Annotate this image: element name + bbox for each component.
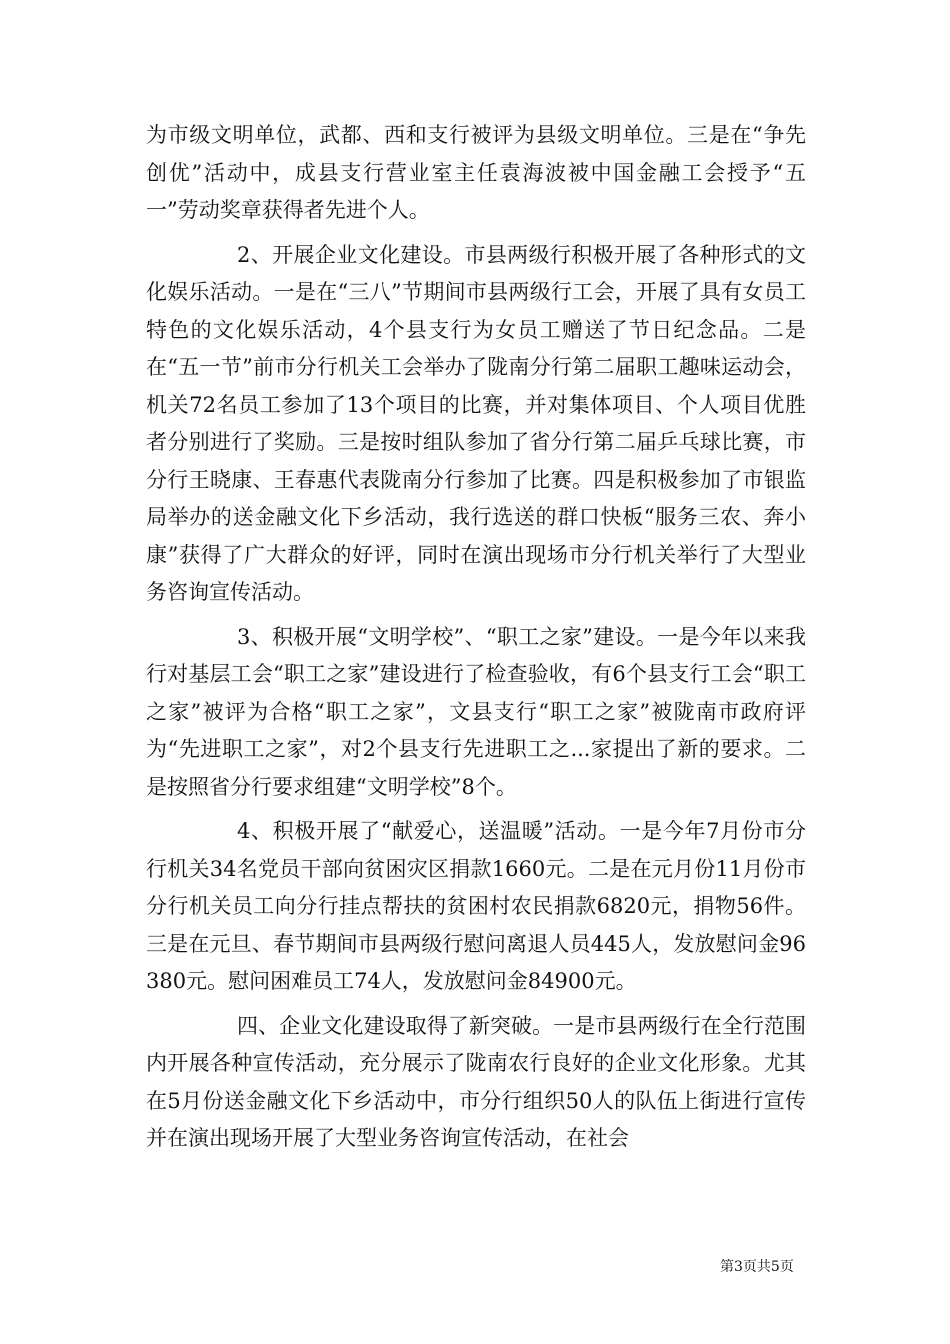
paragraph-corporate-culture: 2、开展企业文化建设。市县两级行积极开展了各种形式的文化娱乐活动。一是在“三八”节期间市县两级行工会，开展了具有女员工特色的文化娱乐活动，4个县支行为女员工赠送了节日纪念品。二是在“五一节”前市分行机关工会举办了陇南分行第二届职工趣味运动会，机关72名员工参加了13个项目的比赛，并对集体项目、个人项目优胜者分别进行了奖励。三是按时组队参加了省分行第二届乒乓球比赛，市分行王晓康、王春惠代表陇南分行参加了比赛。四是积极参加了市银监局举办的送金融文化下乡活动，我行选送的群口快板“服务三农、奔小康”获得了广大群众的好评，同时在演出现场市分行机关举行了大型业务咨询宣传活动。 — [146, 242, 806, 604]
page-number-footer: 第3页共5页 — [720, 1259, 794, 1275]
document-body — [146, 117, 806, 1165]
paragraph-new-breakthrough: 四、企业文化建设取得了新突破。一是市县两级行在全行范围内开展各种宣传活动，充分展示了陇南农行良好的企业文化形象。尤其在5月份送金融文化下乡活动中，市分行组织50人的队伍上街进行宣传并在演出现场开展了大型业务咨询宣传活动，在社会 — [146, 1013, 806, 1150]
paragraph-civilized-school: 3、积极开展“文明学校”、“职工之家”建设。一是今年以来我行对基层工会“职工之家”建设进行了检查验收，有6个县支行工会“职工之家”被评为合格“职工之家”，文县支行“职工之家”被陇南市政府评为“先进职工之家”，对2个县支行先进职工之...家提出了新的要求。二是按照省分行要求组建“文明学校”8个。 — [146, 624, 806, 799]
paragraph-civilized-units: 为市级文明单位，武都、西和支行被评为县级文明单位。三是在“争先创优”活动中，成县支行营业室主任袁海波被中国金融工会授予“五一”劳动奖章获得者先进个人。 — [146, 123, 806, 222]
paragraph-love-warmth: 4、积极开展了“献爱心，送温暖”活动。一是今年7月份市分行机关34名党员干部向贫困灾区捐款1660元。二是在元月份11月份市分行机关员工向分行挂点帮扶的贫困村农民捐款6820元，捐物56件。三是在元旦、春节期间市县两级行慰问离退人员445人，发放慰问金96380元。慰问困难员工74人，发放慰问金84900元。 — [146, 819, 806, 993]
